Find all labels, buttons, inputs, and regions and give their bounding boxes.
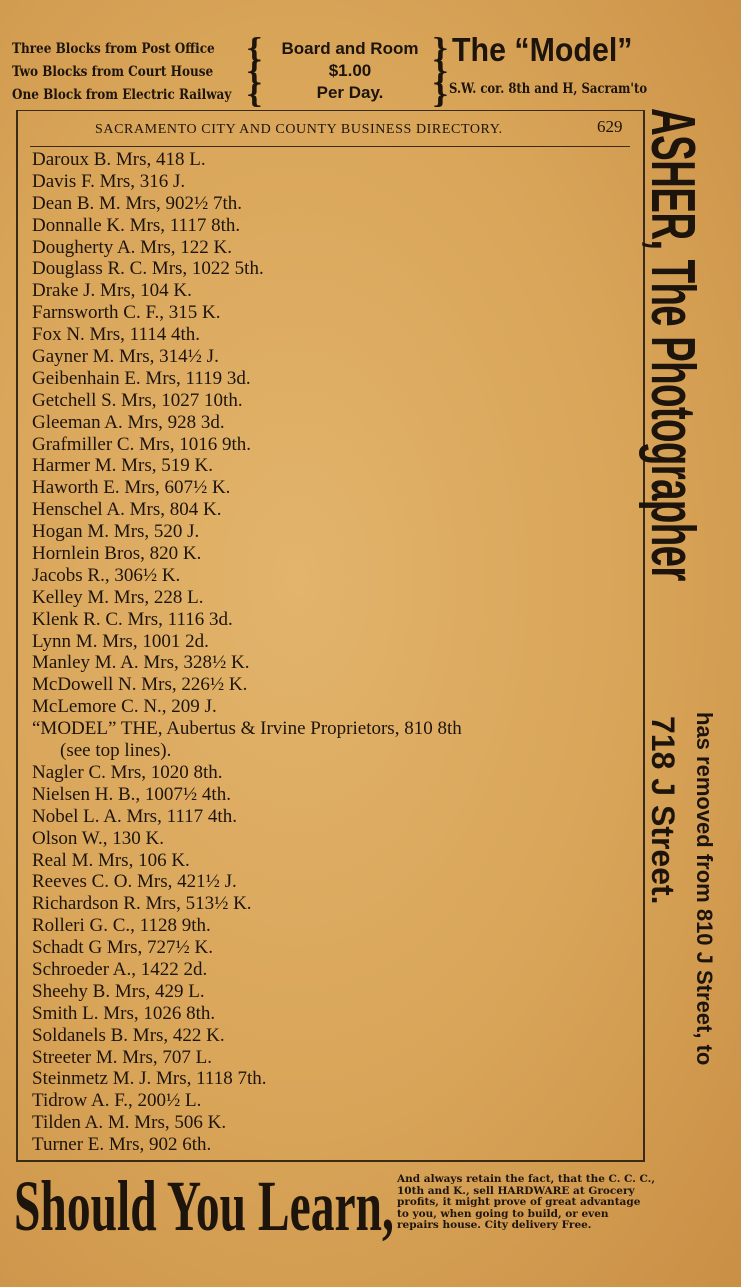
list-item: Grafmiller C. Mrs, 1016 9th. <box>32 433 252 455</box>
photographer-removal-notice <box>690 712 718 1198</box>
list-item: Streeter M. Mrs, 707 L. <box>32 1046 212 1068</box>
running-head: SACRAMENTO CITY AND COUNTY BUSINESS DIRECTORY. <box>95 122 503 137</box>
list-item: Drake J. Mrs, 104 K. <box>32 280 192 302</box>
directory-listing <box>32 149 637 1156</box>
list-item: Turner E. Mrs, 902 6th. <box>32 1134 212 1156</box>
list-item: Lynn M. Mrs, 1001 2d. <box>32 630 209 652</box>
hardware-ad-line: profits, it might prove of great advantage <box>397 1196 641 1208</box>
list-item: Klenk R. C. Mrs, 1116 3d. <box>32 608 233 630</box>
photographer-removed-text: has removed from 810 J Street, to <box>692 712 717 1066</box>
list-item: Nielsen H. B., 1007½ 4th. <box>32 783 231 805</box>
bottom-ad-headline: Should You Learn, <box>14 1166 394 1246</box>
list-item: Dougherty A. Mrs, 122 K. <box>32 236 233 258</box>
photographer-ad <box>638 108 707 704</box>
board-rate-line: Board and Room <box>281 39 419 58</box>
photographer-ad-text <box>638 108 707 704</box>
model-entry-line: “MODEL” THE, Aubertus & Irvine Proprietors, 810 8th <box>32 718 462 740</box>
list-item: Farnsworth C. F., 315 K. <box>32 302 221 324</box>
list-item: Gayner M. Mrs, 314½ J. <box>32 346 219 368</box>
list-item: Sheehy B. Mrs, 429 L. <box>32 980 205 1002</box>
list-item: Schadt G Mrs, 727½ K. <box>32 937 214 959</box>
location-note: Three Blocks from Post Office <box>12 41 215 57</box>
location-note: Two Blocks from Court House <box>12 64 214 80</box>
list-item: Smith L. Mrs, 1026 8th. <box>32 1002 216 1024</box>
list-item: Henschel A. Mrs, 804 K. <box>32 499 222 521</box>
list-item: Jacobs R., 306½ K. <box>32 564 181 586</box>
list-item: Harmer M. Mrs, 519 K. <box>32 455 214 477</box>
location-notes <box>12 38 231 107</box>
list-item: Kelley M. Mrs, 228 L. <box>32 586 204 608</box>
list-item: Real M. Mrs, 106 K. <box>32 849 190 871</box>
brace-ornament-right: } } } <box>432 34 449 110</box>
list-item: Fox N. Mrs, 1114 4th. <box>32 324 201 346</box>
list-item: Nagler C. Mrs, 1020 8th. <box>32 761 223 783</box>
photographer-ad-name: ASHER, The Photographer <box>638 108 707 581</box>
list-item: Nobel L. A. Mrs, 1117 4th. <box>32 805 237 827</box>
hardware-ad-line: And always retain the fact, that the C. C. C., <box>397 1173 655 1185</box>
hardware-ad-line: repairs house. City delivery Free. <box>397 1219 592 1231</box>
list-item: Steinmetz M. J. Mrs, 1118 7th. <box>32 1068 267 1090</box>
brace-ornament-left: { { { <box>246 34 263 110</box>
page-number: 629 <box>597 117 623 136</box>
list-item: Soldanels B. Mrs, 422 K. <box>32 1024 225 1046</box>
hotel-address: S.W. cor. 8th and H, Sacram'to <box>449 81 648 97</box>
list-item: Davis F. Mrs, 316 J. <box>32 170 186 192</box>
list-item: Rolleri G. C., 1128 9th. <box>32 915 211 937</box>
hardware-ad <box>397 1174 685 1232</box>
list-item: Donnalle K. Mrs, 1117 8th. <box>32 214 241 236</box>
model-entry-continuation: (see top lines). <box>60 740 172 762</box>
list-item: Tilden A. M. Mrs, 506 K. <box>32 1112 227 1134</box>
list-item: Dean B. M. Mrs, 902½ 7th. <box>32 192 243 214</box>
board-rate-line: Per Day. <box>316 83 384 102</box>
board-rate-line: $1.00 <box>328 61 372 80</box>
list-item: Getchell S. Mrs, 1027 10th. <box>32 389 243 411</box>
photographer-new-address <box>646 716 680 936</box>
list-item: Schroeder A., 1422 2d. <box>32 958 208 980</box>
hotel-name: The “Model” <box>452 31 633 68</box>
list-item: Manley M. A. Mrs, 328½ K. <box>32 652 250 674</box>
list-item: Hogan M. Mrs, 520 J. <box>32 521 200 543</box>
list-item: Haworth E. Mrs, 607½ K. <box>32 477 231 499</box>
list-item: Olson W., 130 K. <box>32 827 164 849</box>
list-item: Reeves C. O. Mrs, 421½ J. <box>32 871 237 893</box>
list-item-model <box>32 718 637 762</box>
list-item: Geibenhain E. Mrs, 1119 3d. <box>32 367 251 389</box>
list-item: Richardson R. Mrs, 513½ K. <box>32 893 252 915</box>
list-item: Tidrow A. F., 200½ L. <box>32 1090 202 1112</box>
photographer-street: 718 J Street. <box>645 716 681 905</box>
board-rate <box>262 38 438 104</box>
list-item: Douglass R. C. Mrs, 1022 5th. <box>32 258 264 280</box>
location-note: One Block from Electric Railway <box>12 87 232 103</box>
list-item: McLemore C. N., 209 J. <box>32 696 217 718</box>
list-item: Hornlein Bros, 820 K. <box>32 543 202 565</box>
list-item: Daroux B. Mrs, 418 L. <box>32 149 206 170</box>
header-rule <box>30 146 630 147</box>
list-item: McDowell N. Mrs, 226½ K. <box>32 674 248 696</box>
hardware-ad-line: to you, when going to build, or even <box>397 1207 609 1220</box>
list-item: Gleeman A. Mrs, 928 3d. <box>32 411 225 433</box>
hardware-ad-line: 10th and K., sell HARDWARE at Grocery <box>397 1184 635 1197</box>
